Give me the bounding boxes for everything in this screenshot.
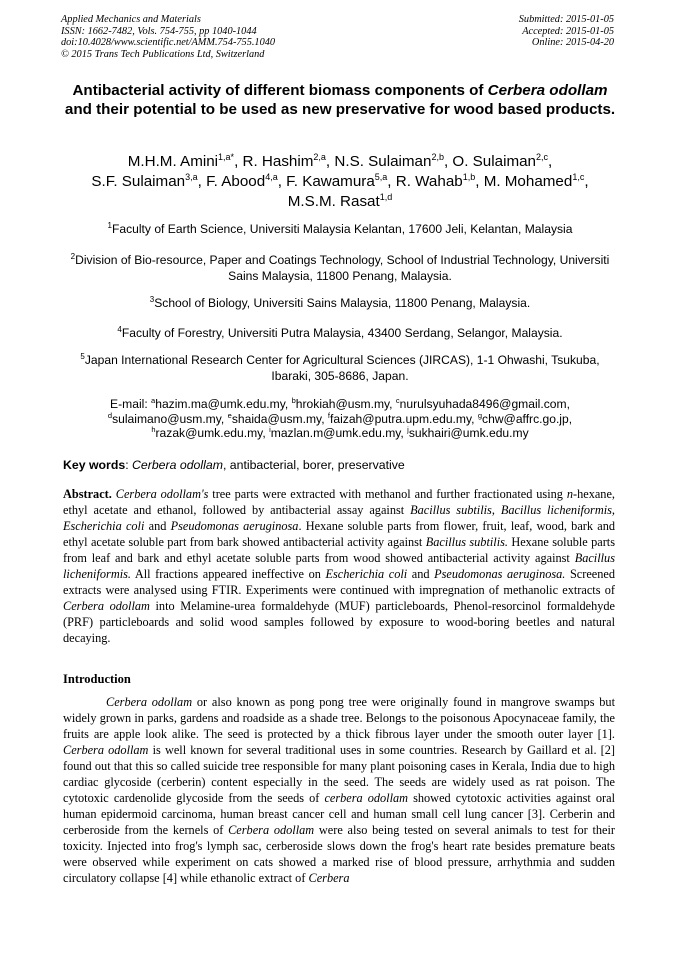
email-address: hrokiah@usm.my xyxy=(295,397,390,411)
author: S.F. Sulaiman$^{3,a}$, xyxy=(91,172,207,190)
affiliation-5: $^5$Japan International Research Center for Agricultural Sciences (JIRCAS), 1-1 Ohwashi, Tsukuba, Ibaraki, 305-8686, Japan. xyxy=(80,352,600,383)
accepted-date: Accepted: 2015-01-05 xyxy=(522,25,614,37)
affiliation-2: $^2$Division of Bio-resource, Paper and Coatings Technology, School of Industrial Technology, Universiti Sains Malaysia, 11800 Penang, Malaysia. xyxy=(70,252,610,283)
author: N.S. Sulaiman$^{2,b}$, xyxy=(334,152,453,170)
email-address: chw@affrc.go.jp xyxy=(482,411,569,426)
author: M. Mohamed$^{1,c}$, xyxy=(483,172,589,190)
author-list xyxy=(62,152,618,212)
email-address: shaida@usm.my xyxy=(231,411,322,426)
introduction-heading: Introduction xyxy=(63,672,131,686)
affiliation-1: $^1$Faculty of Earth Science, Universiti Malaysia Kelantan, 17600 Jeli, Kelantan, Malaysia xyxy=(107,221,573,236)
keywords-label: Key words xyxy=(63,458,126,472)
author: R. Wahab$^{1,b}$, xyxy=(395,172,484,190)
email-address: sulaimano@usm.my xyxy=(112,411,221,426)
abstract: Abstract. Cerbera odollam's tree parts were extracted with methanol and further fractionated using n-hexane, ethyl acetate and ethanol, followed by antibacterial assay against Bacillus subtilis, Bacillus licheniformis, Escherichia coli and Pseudomonas aeruginosa. Hexane soluble parts from flower, fruit, leaf, wood, bark and ethyl acetate soluble part from bark showed antibacterial activity against Bacillus subtilis. Hexane soluble parts from leaf and bark and ethyl acetate soluble parts from wood showed antibacterial activity against Bacillus licheniformis. All fractions appeared ineffective on Escherichia coli and Pseudomonas aeruginosa. Screened extracts were analysed using FTIR. Experiments were continued with impregnation of methanolic extracts of Cerbera odollam into Melamine-urea formaldehyde (MUF) particleboards, Phenol-resorcinol formaldehyde (PRF) particleboards and solid wood samples followed by exposure to wood-boring beetles and natural decaying. xyxy=(63,487,616,645)
journal-header-right xyxy=(519,14,614,49)
affiliation-3: $^3$School of Biology, Universiti Sains Malaysia, 11800 Penang, Malaysia. xyxy=(149,295,531,310)
author: R. Hashim$^{2,a}$, xyxy=(242,152,335,170)
title-species: Cerbera odollam xyxy=(487,82,608,99)
email-address: razak@umk.edu.my xyxy=(155,426,263,441)
introduction-paragraph: Cerbera odollam or also known as pong pong tree were originally found in mangrove swamps but widely grown in parks, gardens and roadside as a shade tree. Belongs to the poisonous Apocynaceae family, the fruits are apple look alike. The seed is protected by a thick fibrous layer under the smooth outer layer [1]. Cerbera odollam is well known for several traditional uses in some countries. Research by Gaillard et al. [2] found out that this so called suicide tree responsible for many plant poisoning cases in Kerala, India due to high cardiac glycoside (cerberin) content especially in the seed. The seeds are widely used as rat poison. The cytotoxic cardenolide glycoside from the seeds of cerbera odollam showed cytotoxic activities against oral human epidermoid carcinoma, human breast cancer cell and human small cell lung cancer [3]. Cerberin and cerberoside from the kernels of Cerbera odollam were also being tested on several animals to test for their toxicity. Injected into frog's lymph sac, cerberoside slows down the frog's heart rate besides premature beats were observed while experiment on cats showed a marked rise of blood pressure, arrhythmia and sudden circulatory collapse [4] while ethanolic extract of Cerbera xyxy=(63,695,616,885)
paper-title xyxy=(62,81,618,119)
keywords: Key words: Cerbera odollam, antibacterial, borer, preservative xyxy=(63,458,405,472)
journal-name: Applied Mechanics and Materials xyxy=(61,14,201,25)
issn-line: ISSN: 1662-7482, Vols. 754-755, pp 1040-1044 xyxy=(61,25,257,37)
abstract-label: Abstract. xyxy=(63,487,112,501)
doi-line: doi:10.4028/www.scientific.net/AMM.754-755.1040 xyxy=(61,37,276,49)
email-address: hazim.ma@umk.edu.my xyxy=(155,397,285,411)
email-address: nurulsyuhada8496@gmail.com xyxy=(399,397,567,411)
email-address: sukhairi@umk.edu.my xyxy=(408,426,529,441)
copyright-line: © 2015 Trans Tech Publications Ltd, Switzerland xyxy=(61,48,265,60)
affiliation-4: $^4$Faculty of Forestry, Universiti Putra Malaysia, 43400 Serdang, Selangor, Malaysia. xyxy=(117,325,563,340)
email-list: E-mail: $^a$hazim.ma@umk.edu.my, $^b$hrokiah@usm.my, $^c$nurulsyuhada8496@gmail.com, $^d$sulaimano@usm.my, $^e$shaida@usm.my, $^f$faizah@putra.upm.edu.my, $^g$chw@affrc.go.jp, $^h$razak@umk.edu.my, $^i$mazlan.m@umk.edu.my, $^j$sukhairi@umk.edu.my xyxy=(107,396,573,441)
title-text-end: and their potential to be used as new preservative for wood based products. xyxy=(64,101,616,118)
author: M.S.M. Rasat$^{1,d}$ xyxy=(287,192,393,210)
submitted-date: Submitted: 2015-01-05 xyxy=(518,14,614,25)
email-address: faizah@putra.upm.edu.my xyxy=(330,411,472,426)
title-text: Antibacterial activity of different biomass components of xyxy=(72,82,488,99)
online-date: Online: 2015-04-20 xyxy=(531,37,614,49)
author: O. Sulaiman$^{2,c}$, xyxy=(452,152,553,170)
author: M.H.M. Amini$^{1,a*}$, xyxy=(127,152,243,170)
journal-header-left xyxy=(61,14,275,60)
email-prefix: E-mail: xyxy=(110,397,152,411)
email-address: mazlan.m@umk.edu.my xyxy=(270,426,401,441)
author: F. Kawamura$^{5,a}$, xyxy=(286,172,396,190)
author: F. Abood$^{4,a}$, xyxy=(206,172,287,190)
